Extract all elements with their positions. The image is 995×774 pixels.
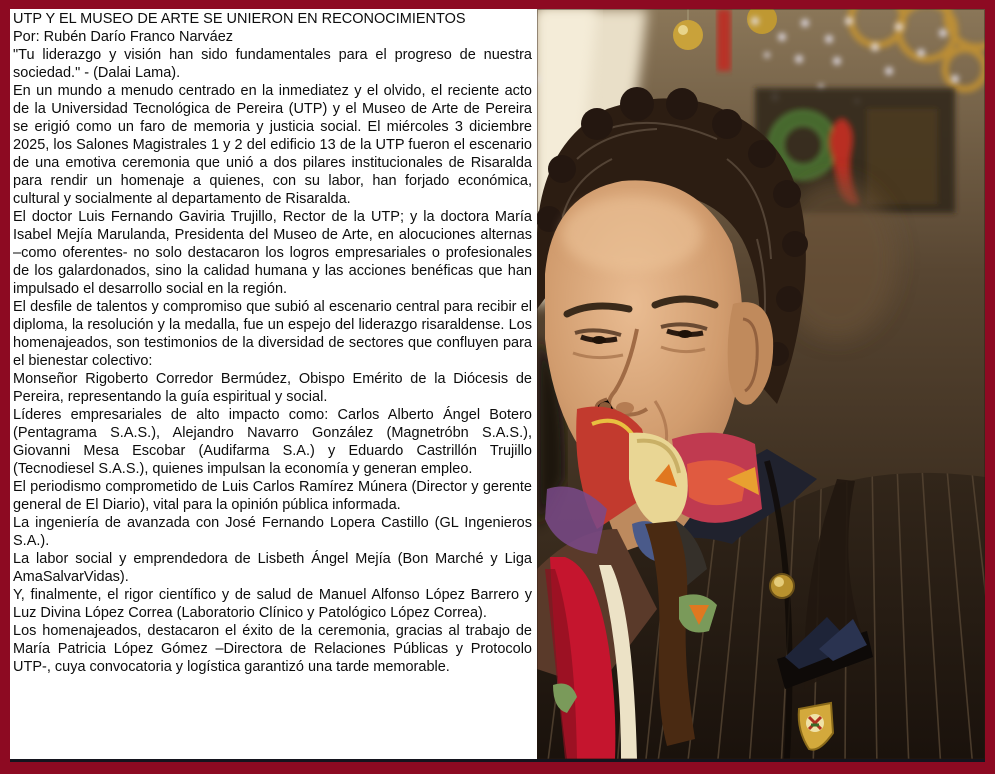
article-paragraph: Y, finalmente, el rigor científico y de salud de Manuel Alfonso López Barrero y Luz Divina López Correa (Laboratorio Clínico y Patológico López Correa). [13, 587, 532, 621]
article-paragraph: Monseñor Rigoberto Corredor Bermúdez, Obispo Emérito de la Diócesis de Pereira, representando la guía espiritual y social. [13, 371, 532, 405]
lapel-button [770, 574, 794, 598]
article-paragraph: En un mundo a menudo centrado en la inmediatez y el olvido, el reciente acto de la Universidad Tecnológica de Pereira (UTP) y el Museo de Arte de Pereira se erigió como un faro de memoria y justicia social. El miércoles 3 diciembre 2025, los Salones Magistrales 1 y 2 del edificio 13 de la UTP fueron el escenario de una emotiva ceremonia que unió a dos pilares institucionales de Risaralda para rendir un homenaje a quienes, con su labor, han forjado económica, cultural y socialmente al departamento de Risaralda. [13, 83, 532, 207]
article-paragraph: La labor social y emprendedora de Lisbeth Ángel Mejía (Bon Marché y Liga AmaSalvarVidas). [13, 551, 532, 585]
article-paragraph: El doctor Luis Fernando Gaviria Trujillo, Rector de la UTP; y la doctora María Isabel Mejía Marulanda, Presidenta del Museo de Arte, en alocuciones alternas –como oferentes- no solo destacaron los logros empresariales o profesionales de los galardonados, sino la calidad humana y las acciones benéficas que han impulsado el desarrollo social en la región. [13, 209, 532, 297]
bottom-divider [10, 759, 985, 762]
article-paragraph: "Tu liderazgo y visión han sido fundamentales para el progreso de nuestra sociedad." - (Dalai Lama). [13, 47, 532, 81]
portrait-photo [537, 9, 985, 759]
article-paragraph: El desfile de talentos y compromiso que subió al escenario central para recibir el diploma, la resolución y la medalla, fue un espejo del liderazgo risaraldense. Los homenajeados, son testimonios de la diversidad de sectores que confluyen para el bienestar colectivo: [13, 299, 532, 369]
article [13, 10, 532, 676]
article-byline: Por: Rubén Darío Franco Narváez [13, 29, 234, 45]
article-body [13, 46, 532, 676]
article-paragraph: El periodismo comprometido de Luis Carlos Ramírez Múnera (Director y gerente general de El Diario), vital para la opinión pública informada. [13, 479, 532, 513]
article-paragraph: La ingeniería de avanzada con José Fernando Lopera Castillo (GL Ingenieros S.A.). [13, 515, 532, 549]
article-paragraph: Los homenajeados, destacaron el éxito de la ceremonia, gracias al trabajo de María Patricia López Gómez –Directora de Relaciones Públicas y Protocolo UTP-, cuya convocatoria y logística garantizó una tarde memorable. [13, 623, 532, 675]
article-paragraph: Líderes empresariales de alto impacto como: Carlos Alberto Ángel Botero (Pentagrama S.A.S.), Alejandro Navarro González (Magnetróbn S.A.S.), Giovanni Mesa Escobar (Audifarma S.A.) y Eduardo Castrillón Trujillo (Tecnodiesel S.A.S.), quienes impulsan la economía y generan empleo. [13, 407, 532, 477]
article-title: UTP Y EL MUSEO DE ARTE SE UNIERON EN RECONOCIMIENTOS [13, 11, 466, 27]
portrait-photo-illustration [537, 9, 985, 759]
